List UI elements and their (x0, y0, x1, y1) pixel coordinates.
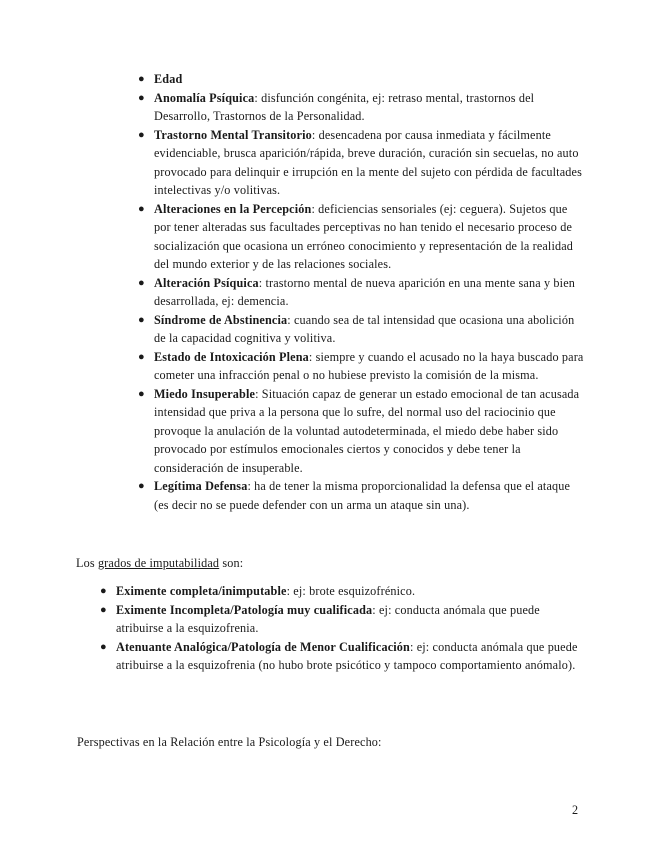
item-description: : siempre y cuando el acusado no la haya buscado para cometer una infracción penal o no hubiese previsto la comisión de la misma. (154, 349, 584, 382)
list-item (136, 200, 586, 274)
grados-intro (76, 554, 243, 573)
item-term: Miedo Insuperable (154, 386, 256, 401)
bullet-icon: ● (138, 73, 145, 85)
intro-suffix: son: (219, 556, 244, 570)
imputability-degrees-list (98, 582, 588, 675)
bullet-icon: ● (100, 585, 107, 597)
list-item (136, 274, 586, 311)
item-term: Anomalía Psíquica (154, 90, 255, 105)
item-description: : ej: conducta anómala que puede atribuirse a la esquizofrenia. (116, 602, 540, 635)
bullet-icon: ● (138, 91, 145, 104)
item-description: : disfunción congénita, ej: retraso mental, trastornos del Desarrollo, Trastornos de la Personalidad. (154, 90, 535, 123)
item-term: Trastorno Mental Transitorio (154, 127, 312, 142)
bullet-icon: ● (138, 202, 145, 215)
bullet-icon: ● (138, 276, 145, 289)
list-item (98, 601, 588, 638)
item-term: Eximente completa/inimputable (116, 584, 287, 598)
item-term: Estado de Intoxicación Plena (154, 349, 309, 364)
item-term: Eximente Incompleta/Patología muy cualificada (116, 602, 373, 617)
intro-underlined-term: grados de imputabilidad (97, 556, 220, 570)
item-description: : cuando sea de tal intensidad que ocasiona una abolición de la capacidad cognitiva y volitiva. (154, 312, 575, 345)
list-item (136, 385, 586, 478)
list-item (98, 582, 588, 601)
item-description: : desencadena por causa inmediata y fácilmente evidenciable, brusca aparición/rápida, breve duración, curación sin secuelas, no auto provocado para delinquir e irrupción en la mente del sujeto con pérdida de facultades intelectivas y/o volitivas. (154, 127, 582, 197)
list-item (136, 70, 586, 89)
bullet-icon: ● (100, 640, 107, 653)
bullet-icon: ● (138, 350, 145, 363)
page-number: 2 (572, 803, 579, 817)
item-description: : ej: brote esquizofrénico. (286, 584, 416, 598)
list-item (136, 126, 586, 200)
item-term: Legítima Defensa (154, 479, 248, 493)
item-description: : trastorno mental de nueva aparición en una mente sana y bien desarrollada, ej: demencia. (154, 275, 575, 308)
imputability-factors-list (136, 70, 586, 514)
item-description: : Situación capaz de generar un estado emocional de tan acusada intensidad que priva a la persona que lo sufre, del normal uso del raciocinio que provoque la anulación de la voluntad autodeterminada, el miedo debe haber sido provocado por estímulos emocionales ciertos y conocidos y debe tener la consideración de insuperable. (154, 386, 580, 475)
list-item (136, 348, 586, 385)
intro-prefix: Los (76, 556, 98, 570)
list-item (98, 638, 588, 675)
list-item (136, 311, 586, 348)
bullet-icon: ● (138, 128, 145, 141)
item-term: Atenuante Analógica/Patología de Menor Cualificación (116, 639, 410, 654)
item-description: : ej: conducta anómala que puede atribuirse a la esquizofrenia (no hubo brote psicótico y tampoco comportamiento anómalo). (116, 639, 578, 672)
list-item (136, 477, 586, 514)
item-description: : ha de tener la misma proporcionalidad la defensa que el ataque (es decir no se puede defender con un arma un ataque sin una). (154, 479, 571, 512)
item-term: Edad (154, 72, 183, 86)
section-heading: Perspectivas en la Relación entre la Psicología y el Derecho: (77, 735, 382, 749)
item-term: Síndrome de Abstinencia (154, 312, 288, 327)
item-description: : deficiencias sensoriales (ej: ceguera). Sujetos que por tener alteradas sus facultades perceptivas no han tenido el necesario proceso de socialización que ocasiona un erróneo conocimiento y representación de la realidad del mundo exterior y de las relaciones sociales. (154, 201, 574, 271)
list-item (136, 89, 586, 126)
bullet-icon: ● (100, 603, 107, 616)
bullet-icon: ● (138, 480, 145, 492)
item-term: Alteración Psíquica (154, 275, 259, 290)
item-term: Alteraciones en la Percepción (154, 201, 312, 216)
bullet-icon: ● (138, 387, 145, 400)
bullet-icon: ● (138, 313, 145, 326)
